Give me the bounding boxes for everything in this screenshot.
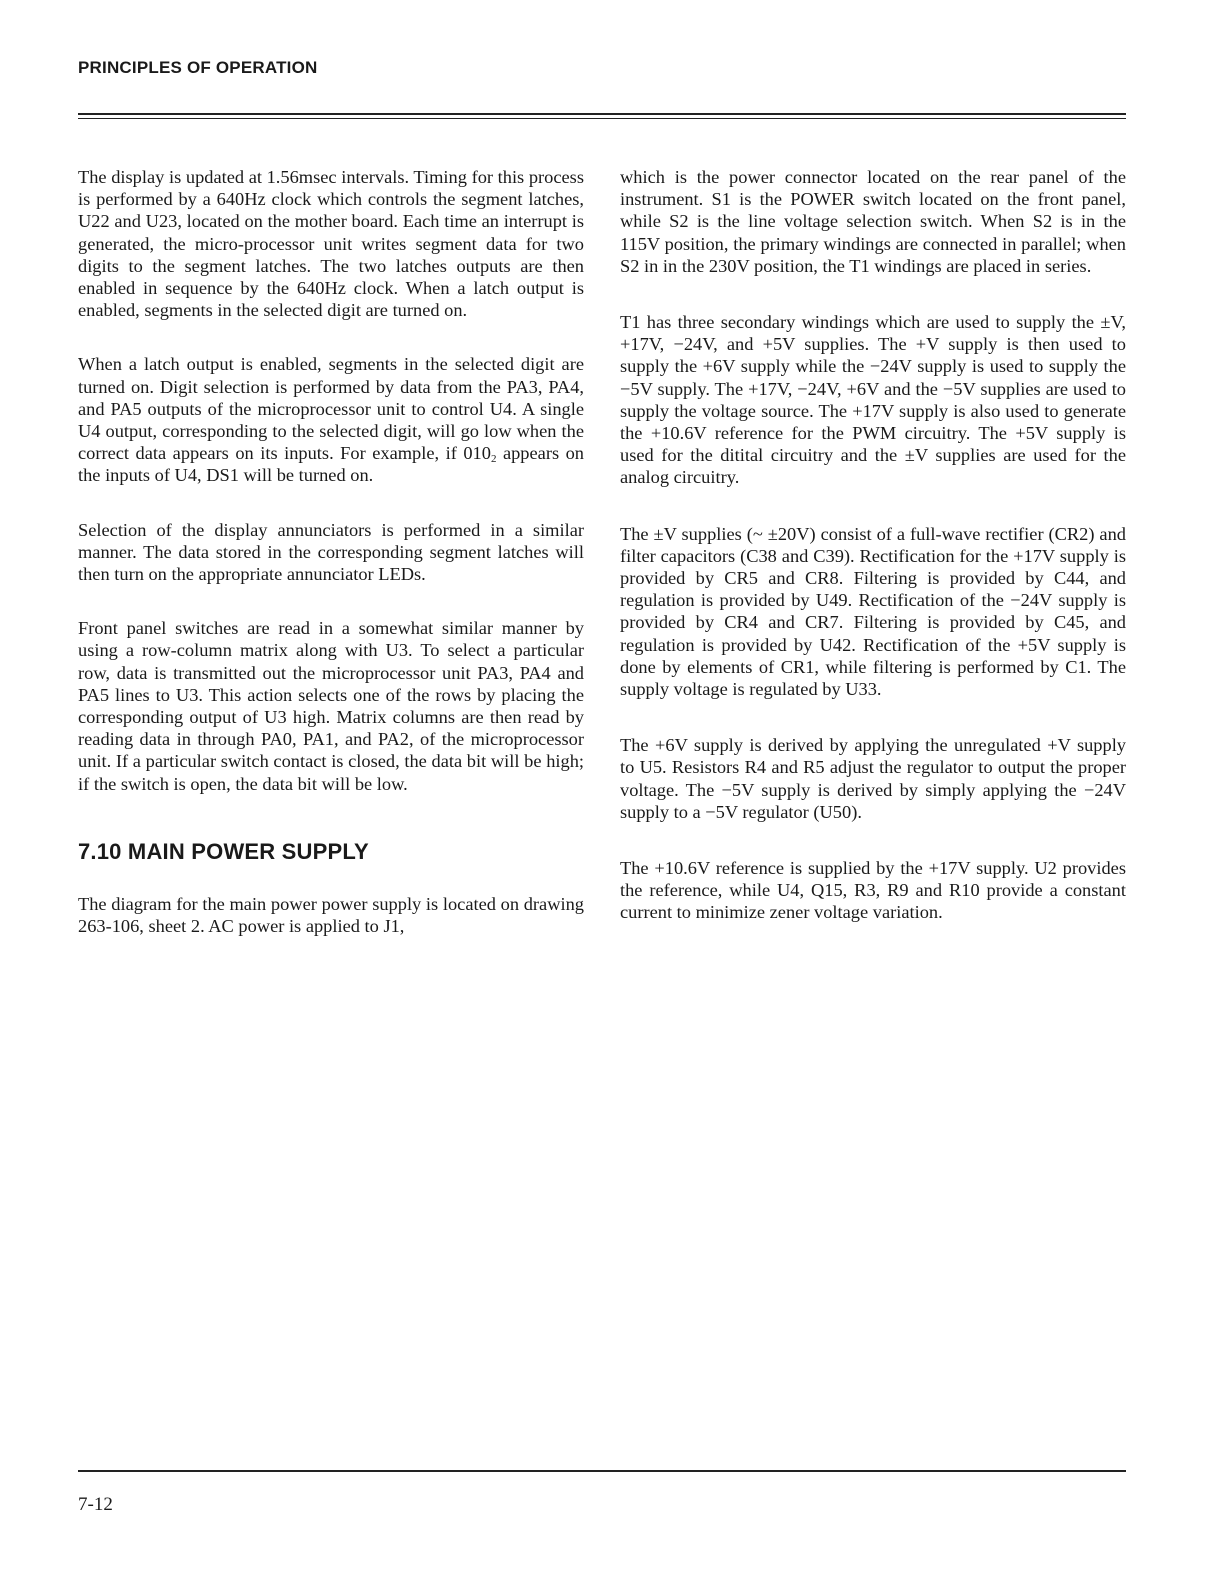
paragraph-digit-selection	[78, 353, 584, 486]
left-column	[78, 166, 584, 969]
paragraph-6v-supply: The +6V supply is derived by applying the unregulated +V supply to U5. Resistors R4 and R5 adjust the regulator to output the proper voltage. The −5V supply is derived by simply applying the −24V supply to a −5V regulator (U50).	[620, 735, 1126, 822]
paragraph-power-connector: which is the power connector located on the rear panel of the instrument. S1 is the POWER switch located on the front panel, while S2 is the line voltage selection switch. When S2 is in the 115V position, the primary windings are connected in parallel; when S2 in in the 230V position, the T1 windings are placed in series.	[620, 167, 1126, 276]
digit-selection-text: When a latch output is enabled, segments in the selected digit are turned on. Digit selection is performed by data from the PA3, PA4, and PA5 outputs of the microprocessor unit to control U4. A single U4 output, corresponding to the selected digit, will go low when the correct data appears on its inputs. For example, if 010	[78, 354, 584, 464]
digit-selection-tail: appears on the inputs of U4, DS1 will be turned on.	[78, 443, 584, 486]
paragraph-annunciators: Selection of the display annunciators is performed in a similar manner. The data stored in the corresponding segment latches will then turn on the appropriate annunciator LEDs.	[78, 519, 584, 585]
binary-subscript: 2	[490, 453, 497, 466]
right-column	[620, 166, 1126, 958]
paragraph-reference: The +10.6V reference is supplied by the +17V supply. U2 provides the reference, while U4, Q15, R3, R9 and R10 provide a constant current to minimize zener voltage variation.	[620, 858, 1126, 923]
paragraph-power-supply-intro: The diagram for the main power power supply is located on drawing 263-106, sheet 2. AC power is applied to J1,	[78, 893, 584, 937]
running-header: PRINCIPLES OF OPERATION	[78, 58, 318, 77]
section-heading: 7.10 MAIN POWER SUPPLY	[78, 838, 369, 864]
paragraph-secondary-windings: T1 has three secondary windings which are used to supply the ±V, +17V, −24V, and +5V supplies. The +V supply is then used to supply the +6V supply while the −24V supply is used to supply the −5V supply. The +17V, −24V, +6V and the −5V supplies are used to supply the voltage source. The +17V supply is also used to generate the +10.6V reference for the PWM circuitry. The +5V supply is used for the ditital circuitry and the ±V supplies are used for the analog circuitry.	[620, 312, 1126, 488]
paragraph-rectifiers: The ±V supplies (~ ±20V) consist of a full-wave rectifier (CR2) and filter capacitors (C38 and C39). Rectification for the +17V supply is provided by CR5 and CR8. Filtering is provided by C44, and regulation is provided by U49. Rectification of the −24V supply is provided by CR4 and CR7. Filtering is provided by C45, and regulation is provided by U42. Rectification of the +5V supply is done by elements of CR1, while filtering is performed by C1. The supply voltage is regulated by U33.	[620, 523, 1126, 700]
paragraph-front-panel-switches: Front panel switches are read in a somewhat similar manner by using a row-column matrix along with U3. To select a particular row, data is transmitted out the microprocessor unit PA3, PA4 and PA5 lines to U3. This action selects one of the rows by placing the corresponding output of U3 high. Matrix columns are then read by reading data in through PA0, PA1, and PA2, of the microprocessor unit. If a particular switch contact is closed, the data bit will be high; if the switch is open, the data bit will be low.	[78, 618, 584, 794]
header-rule-thin	[78, 118, 1126, 119]
page-number: 7-12	[78, 1494, 113, 1515]
footer-rule	[78, 1470, 1126, 1472]
paragraph-display-update: The display is updated at 1.56msec intervals. Timing for this process is performed by a 640Hz clock which controls the segment latches, U22 and U23, located on the mother board. Each time an interrupt is generated, the micro-processor unit writes segment data for two digits to the segment latches. The two latches outputs are then enabled in sequence by the 640Hz clock. When a latch output is enabled, segments in the selected digit are turned on.	[78, 167, 584, 321]
header-rule-thick	[78, 113, 1126, 115]
